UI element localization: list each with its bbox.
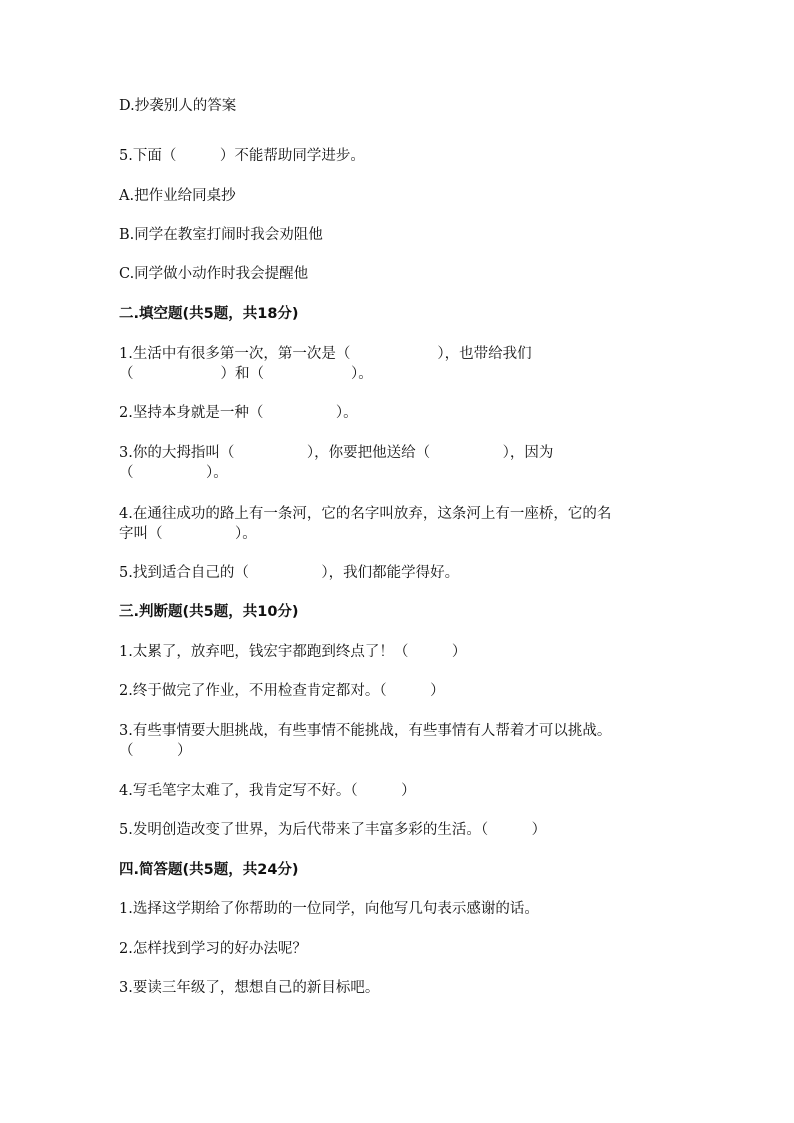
mc-q5-option-a: A.把作业给同桌抄	[119, 188, 236, 204]
mc-q5-stem: 5.下面（ ）不能帮助同学进步。	[119, 148, 365, 164]
mc-q4-option-d: D.抄袭别人的答案	[119, 98, 237, 114]
short-answer-q3: 3.要读三年级了，想想自己的新目标吧。	[119, 980, 380, 996]
true-false-q3-line1: 3.有些事情要大胆挑战，有些事情不能挑战，有些事情有人帮着才可以挑战。	[119, 723, 612, 739]
fill-blank-q1-line2: （ ）和（ ）。	[119, 366, 373, 382]
short-answer-heading: 四.简答题(共5题，共24分)	[119, 862, 299, 878]
true-false-q2: 2.终于做完了作业，不用检查肯定都对。（ ）	[119, 683, 445, 699]
fill-blank-heading: 二.填空题(共5题，共18分)	[119, 306, 299, 322]
fill-blank-q2: 2.坚持本身就是一种（ ）。	[119, 405, 358, 421]
fill-blank-q3-line1: 3.你的大拇指叫（ ），你要把他送给（ ），因为	[119, 445, 554, 461]
true-false-q5: 5.发明创造改变了世界，为后代带来了丰富多彩的生活。（ ）	[119, 822, 547, 838]
true-false-q1: 1.太累了，放弃吧，钱宏宇都跑到终点了！（ ）	[119, 644, 467, 660]
fill-blank-q3-line2: （ ）。	[119, 465, 228, 481]
true-false-q3-line2: （ ）	[119, 743, 192, 759]
true-false-q4: 4.写毛笔字太难了，我肯定写不好。（ ）	[119, 783, 416, 799]
short-answer-q2: 2.怎样找到学习的好办法呢？	[119, 941, 307, 957]
fill-blank-q5: 5.找到适合自己的（ ），我们都能学得好。	[119, 565, 460, 581]
short-answer-q1: 1.选择这学期给了你帮助的一位同学，向他写几句表示感谢的话。	[119, 901, 539, 917]
mc-q5-option-b: B.同学在教室打闹时我会劝阻他	[119, 227, 323, 243]
fill-blank-q4-line1: 4.在通往成功的路上有一条河，它的名字叫放弃，这条河上有一座桥，它的名	[119, 506, 612, 522]
fill-blank-q1-line1: 1.生活中有很多第一次，第一次是（ ），也带给我们	[119, 346, 532, 362]
true-false-heading: 三.判断题(共5题，共10分)	[119, 604, 299, 620]
mc-q5-option-c: C.同学做小动作时我会提醒他	[119, 266, 309, 282]
fill-blank-q4-line2: 字叫（ ）。	[119, 526, 257, 542]
